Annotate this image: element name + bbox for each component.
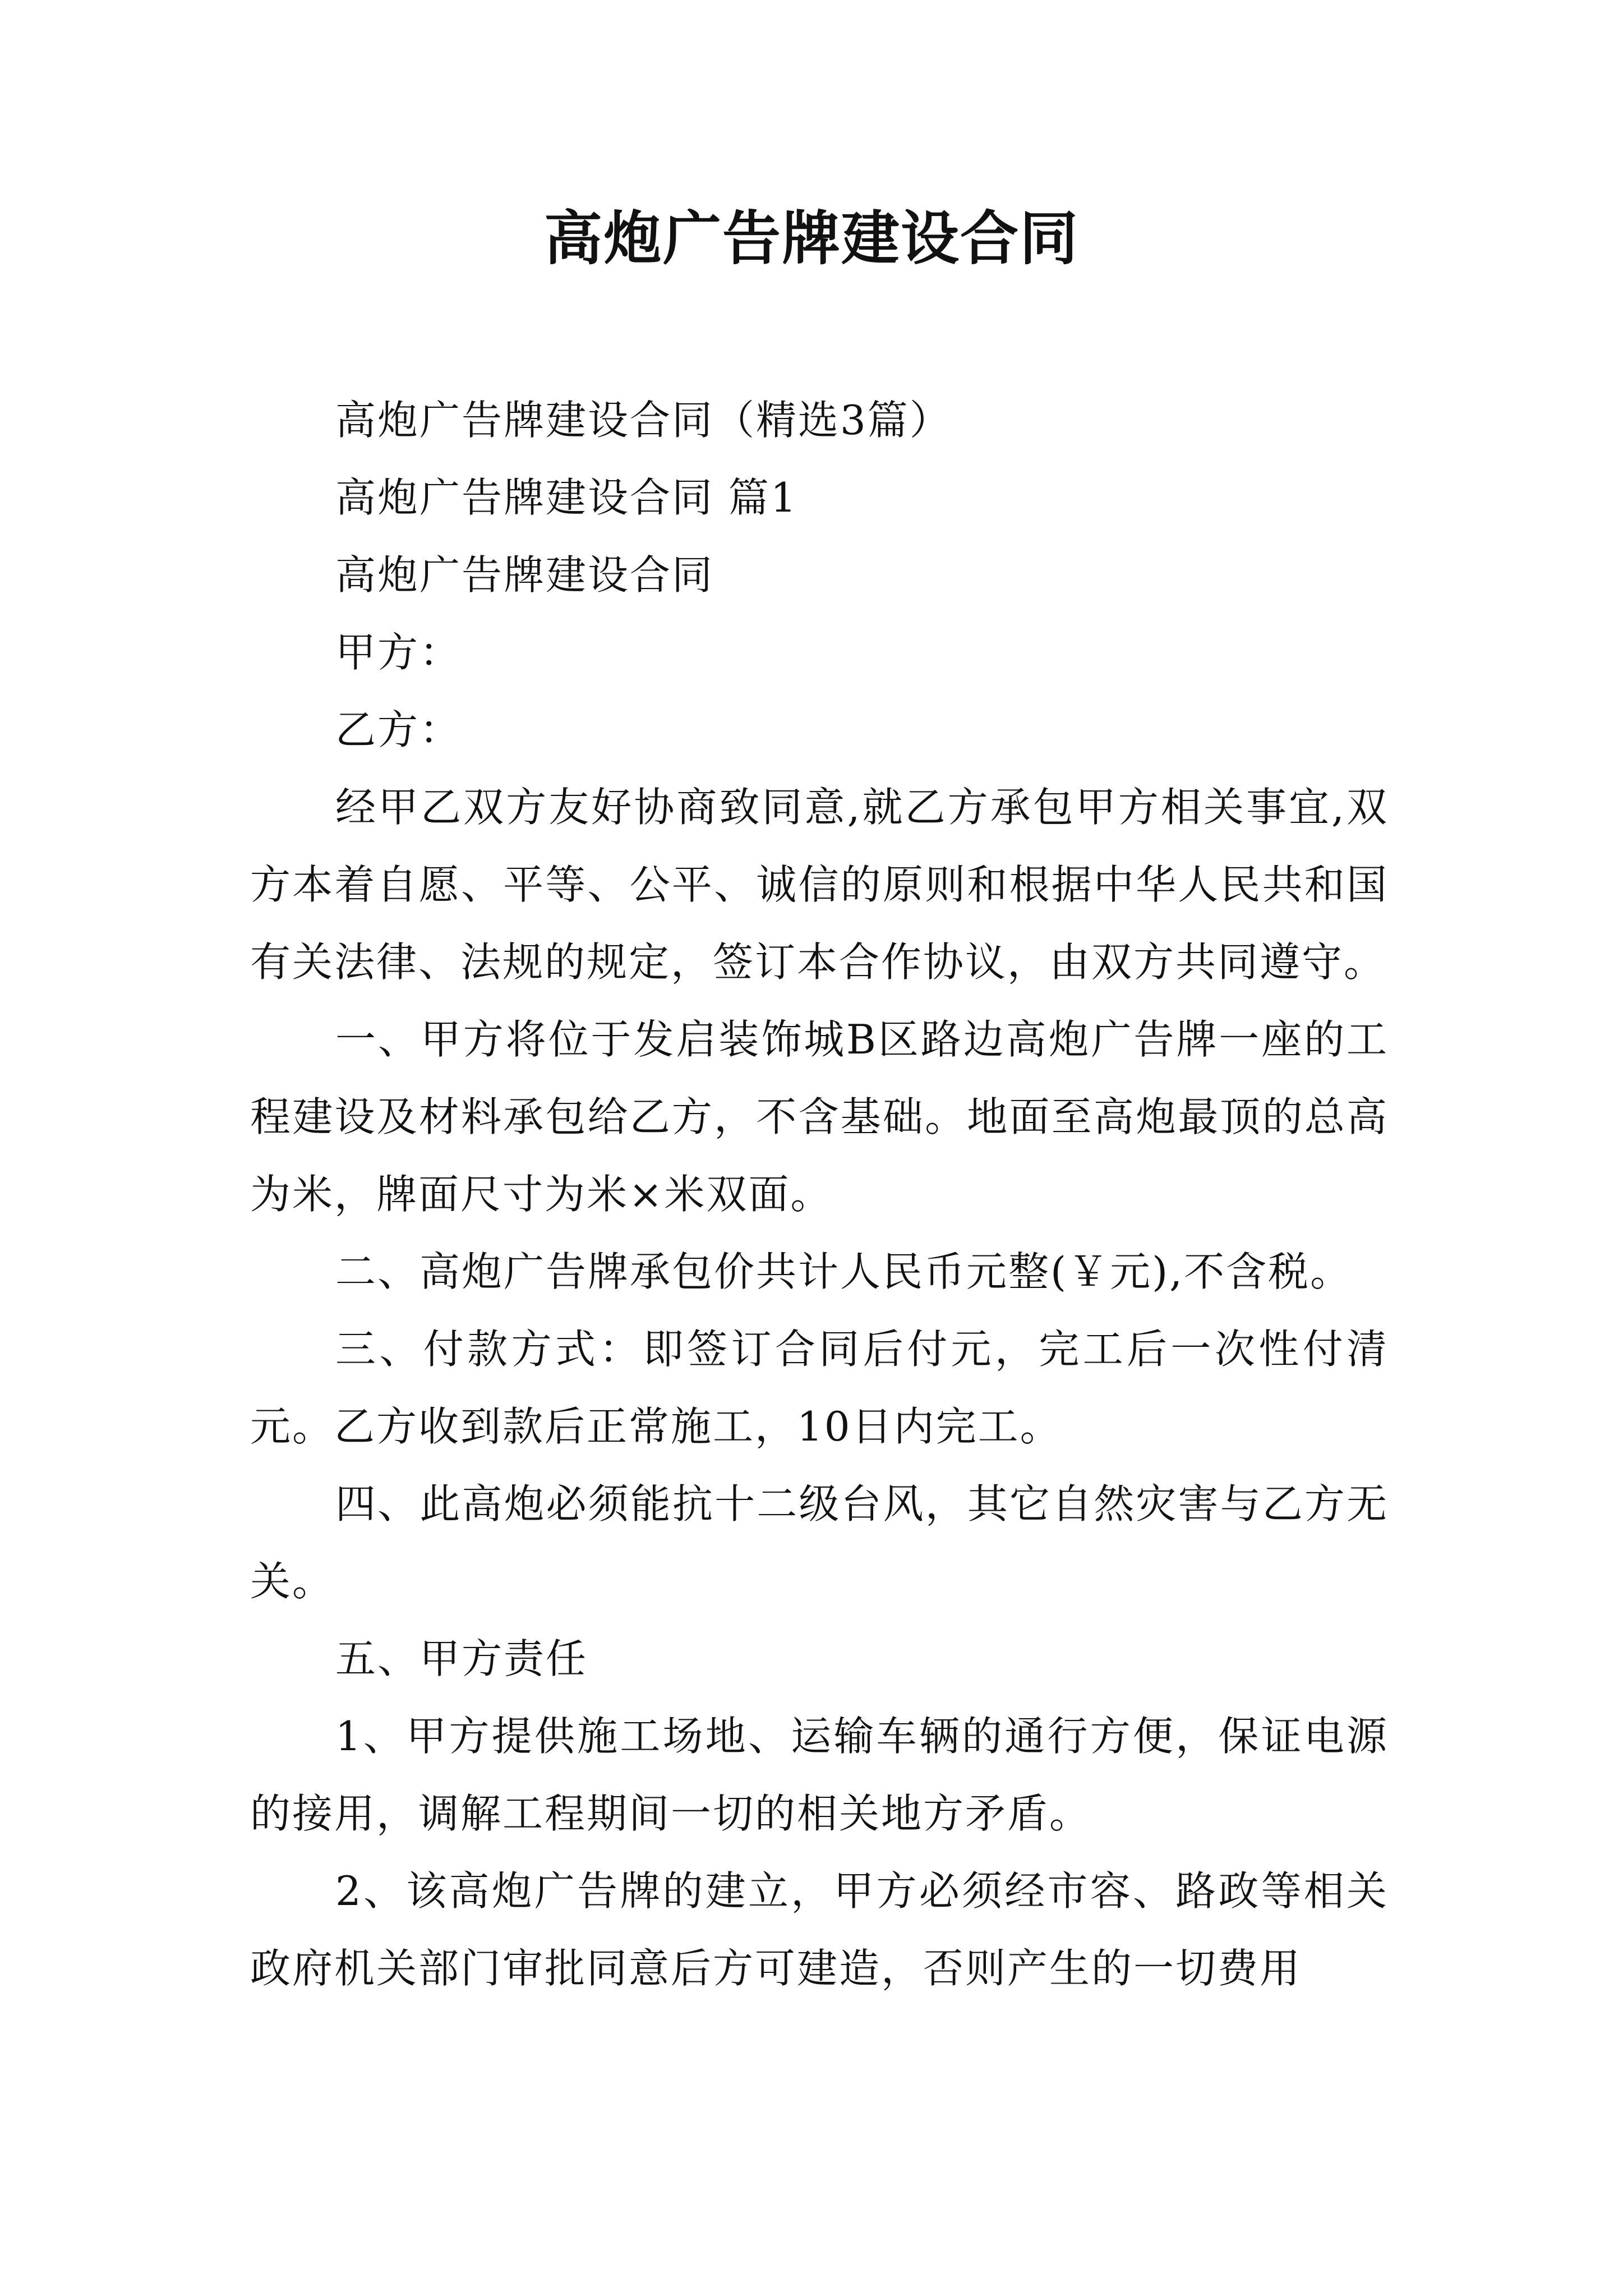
paragraph-section-heading: 高炮广告牌建设合同 篇1	[335, 474, 798, 521]
document-body	[250, 381, 1389, 2007]
paragraph-clause-1: 一、甲方将位于发启装饰城B区路边高炮广告牌一座的工程建设及材料承包给乙方，不含基础。地面至高炮最顶的总高为米，牌面尺寸为米×米双面。	[250, 1016, 1389, 1218]
paragraph-party-b: 乙方：	[335, 706, 462, 753]
paragraph-clause-5-item-2: 2、该高炮广告牌的建立，甲方必须经市容、路政等相关政府机关部门审批同意后方可建造，否则产生的一切费用	[250, 1867, 1389, 1992]
paragraph-clause-3: 三、付款方式：即签订合同后付元，完工后一次性付清元。乙方收到款后正常施工，10日内完工。	[250, 1326, 1389, 1450]
paragraph-party-a: 甲方：	[335, 629, 462, 676]
paragraph-clause-5-item-1: 1、甲方提供施工场地、运输车辆的通行方便，保证电源的接用，调解工程期间一切的相关地方矛盾。	[250, 1713, 1389, 1837]
paragraph-clause-4: 四、此高炮必须能抗十二级台风，其它自然灾害与乙方无关。	[250, 1480, 1389, 1605]
paragraph-clause-2: 二、高炮广告牌承包价共计人民币元整(￥元),不含税。	[335, 1248, 1353, 1295]
paragraph-preamble: 经甲乙双方友好协商致同意,就乙方承包甲方相关事宜,双方本着自愿、平等、公平、诚信的原则和根据中华人民共和国有关法律、法规的规定，签订本合作协议，由双方共同遵守。	[250, 784, 1389, 986]
document-title: 高炮广告牌建设合同	[543, 204, 1079, 273]
paragraph-clause-5-heading: 五、甲方责任	[335, 1635, 588, 1682]
paragraph-subtitle: 高炮广告牌建设合同（精选3篇）	[335, 397, 952, 444]
paragraph-contract-name: 高炮广告牌建设合同	[335, 551, 714, 599]
